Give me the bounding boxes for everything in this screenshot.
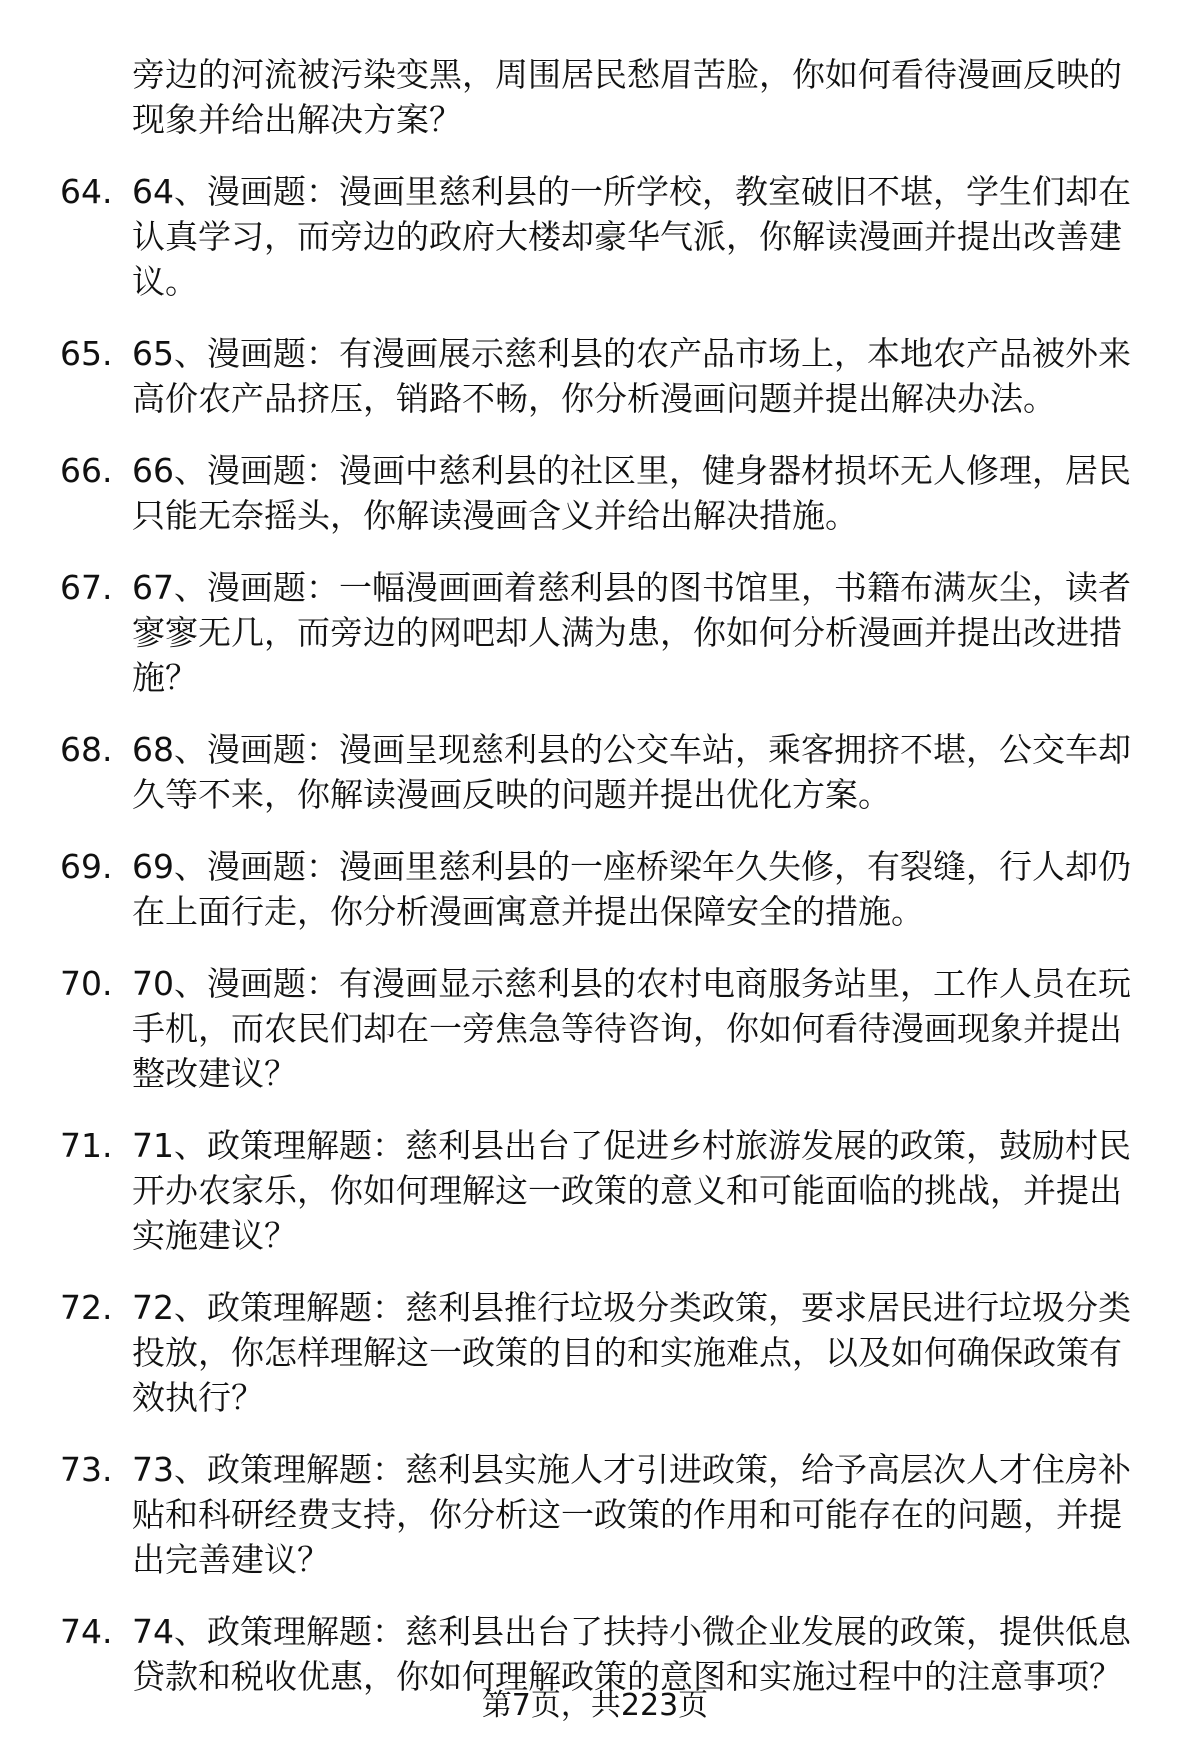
question-text: 64、漫画题：漫画里慈利县的一所学校，教室破旧不堪，学生们却在认真学习，而旁边的政府大楼却豪华气派，你解读漫画并提出改善建议。 — [132, 172, 1131, 301]
document-body — [60, 52, 1150, 1726]
continued-question-text: 旁边的河流被污染变黑，周围居民愁眉苦脸，你如何看待漫画反映的现象并给出解决方案？ — [132, 55, 1122, 139]
question-text: 71、政策理解题：慈利县出台了促进乡村旅游发展的政策，鼓励村民开办农家乐，你如何理解这一政策的意义和可能面临的挑战，并提出实施建议？ — [132, 1126, 1131, 1255]
list-item — [60, 1285, 1150, 1420]
question-number: 65. — [60, 334, 113, 373]
question-number: 73. — [60, 1450, 113, 1489]
question-number: 67. — [60, 568, 113, 607]
question-list — [60, 169, 1150, 1699]
question-text: 67、漫画题：一幅漫画画着慈利县的图书馆里，书籍布满灰尘，读者寥寥无几，而旁边的网吧却人满为患，你如何分析漫画并提出改进措施？ — [132, 568, 1131, 697]
question-number: 74. — [60, 1612, 113, 1651]
question-number: 69. — [60, 847, 113, 886]
page-footer — [0, 1686, 1190, 1726]
question-number: 64. — [60, 172, 113, 211]
question-number: 72. — [60, 1288, 113, 1327]
question-text: 73、政策理解题：慈利县实施人才引进政策，给予高层次人才住房补贴和科研经费支持，你分析这一政策的作用和可能存在的问题，并提出完善建议？ — [132, 1450, 1131, 1579]
list-item — [60, 844, 1150, 934]
list-item — [60, 169, 1150, 304]
page-number-label: 第7页，共223页 — [481, 1688, 709, 1723]
question-text: 66、漫画题：漫画中慈利县的社区里，健身器材损坏无人修理，居民只能无奈摇头，你解读漫画含义并给出解决措施。 — [132, 451, 1131, 535]
question-number: 66. — [60, 451, 113, 490]
question-number: 68. — [60, 730, 113, 769]
list-item — [60, 1123, 1150, 1258]
question-text: 69、漫画题：漫画里慈利县的一座桥梁年久失修，有裂缝，行人却仍在上面行走，你分析漫画寓意并提出保障安全的措施。 — [132, 847, 1131, 931]
list-item — [60, 961, 1150, 1096]
list-item — [60, 331, 1150, 421]
list-item — [60, 565, 1150, 700]
list-item — [60, 1447, 1150, 1582]
list-item — [60, 448, 1150, 538]
question-text: 74、政策理解题：慈利县出台了扶持小微企业发展的政策，提供低息贷款和税收优惠，你如何理解政策的意图和实施过程中的注意事项？ — [132, 1612, 1131, 1696]
question-text: 72、政策理解题：慈利县推行垃圾分类政策，要求居民进行垃圾分类投放，你怎样理解这一政策的目的和实施难点，以及如何确保政策有效执行？ — [132, 1288, 1131, 1417]
question-number: 71. — [60, 1126, 113, 1165]
list-item — [60, 727, 1150, 817]
question-number: 70. — [60, 964, 113, 1003]
question-text: 65、漫画题：有漫画展示慈利县的农产品市场上，本地农产品被外来高价农产品挤压，销路不畅，你分析漫画问题并提出解决办法。 — [132, 334, 1131, 418]
question-text: 70、漫画题：有漫画显示慈利县的农村电商服务站里，工作人员在玩手机，而农民们却在一旁焦急等待咨询，你如何看待漫画现象并提出整改建议？ — [132, 964, 1131, 1093]
question-text: 68、漫画题：漫画呈现慈利县的公交车站，乘客拥挤不堪，公交车却久等不来，你解读漫画反映的问题并提出优化方案。 — [132, 730, 1131, 814]
